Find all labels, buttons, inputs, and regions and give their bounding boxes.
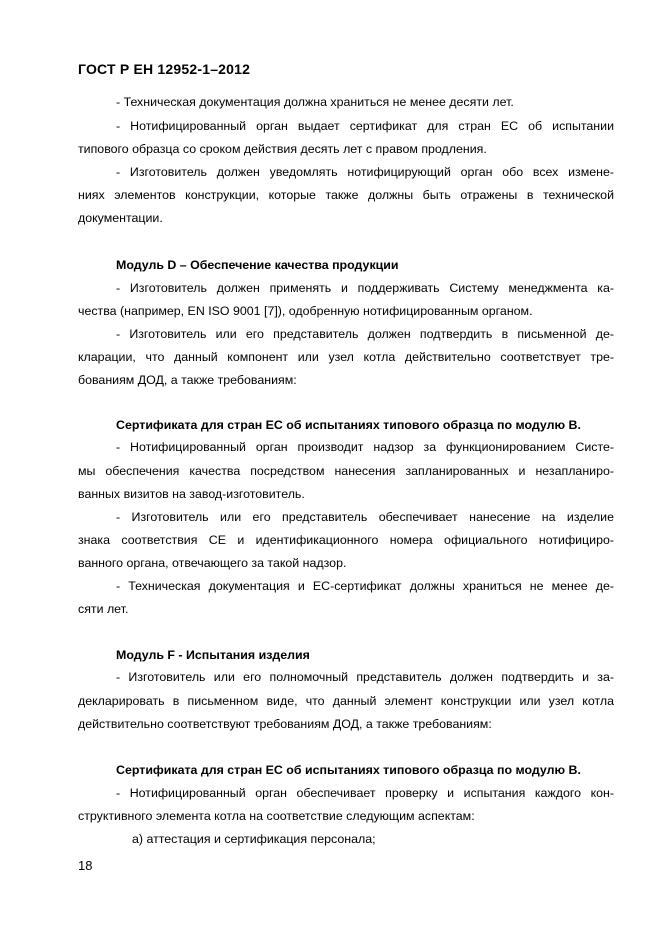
text-line: ванного органа, отвечающего за такой надзор.: [78, 556, 347, 570]
text-line: - Изготовитель или его представитель должен подтвердить в письменной де-: [116, 327, 614, 341]
text-line: - Изготовитель или его полномочный представитель должен подтвердить и за-: [116, 670, 614, 684]
text-line: действительно соответствуют требованиям ДОД, а также требованиям:: [78, 717, 492, 731]
text-line: - Изготовитель должен применять и поддерживать Систему менеджмента ка-: [116, 281, 614, 295]
text-line: мы обеспечения качества посредством нанесения запланированных и незапланиро-: [78, 464, 614, 478]
text-line: - Техническая документация и ЕС-сертификат должны храниться не менее де-: [116, 579, 614, 593]
section-heading: Сертификата для стран ЕС об испытаниях типового образца по модулю В.: [116, 763, 581, 777]
text-line: декларировать в письменном виде, что данный элемент конструкции или узел котла: [78, 694, 614, 708]
list-item: а) аттестация и сертификация персонала;: [132, 832, 376, 846]
text-line: знака соответствия СЕ и идентификационного номера официального нотифициро-: [78, 533, 614, 547]
section-heading: Модуль D – Обеспечение качества продукции: [116, 258, 399, 272]
text-line: - Нотифицированный орган обеспечивает проверку и испытания каждого кон-: [116, 786, 614, 800]
text-line: - Нотифицированный орган выдает сертификат для стран ЕС об испытании: [116, 119, 614, 133]
text-line: чества (например, EN ISO 9001 [7]), одобренную нотифицированным органом.: [78, 304, 533, 318]
text-line: документации.: [78, 211, 163, 225]
document-header: ГОСТ Р ЕН 12952-1–2012: [78, 61, 251, 77]
text-line: ниях элементов конструкции, которые также должны быть отражены в технической: [78, 188, 614, 202]
text-line: бованиям ДОД, а также требованиям:: [78, 373, 297, 387]
text-line: - Нотифицированный орган производит надзор за функционированием Систе-: [116, 440, 614, 454]
text-line: сяти лет.: [78, 602, 129, 616]
text-line: - Техническая документация должна храниться не менее десяти лет.: [116, 95, 514, 109]
text-line: структивного элемента котла на соответствие следующим аспектам:: [78, 809, 475, 823]
text-line: - Изготовитель или его представитель обеспечивает нанесение на изделие: [116, 510, 614, 524]
section-heading: Сертификата для стран ЕС об испытаниях типового образца по модулю В.: [116, 418, 581, 432]
text-line: - Изготовитель должен уведомлять нотифицирующий орган обо всех измене-: [116, 165, 614, 179]
text-line: типового образца со сроком действия десять лет с правом продления.: [78, 142, 487, 156]
section-heading: Модуль F - Испытания изделия: [116, 648, 310, 662]
text-line: кларации, что данный компонент или узел котла действительно соответствует тре-: [78, 350, 614, 364]
page-number: 18: [78, 858, 93, 873]
text-line: ванных визитов на завод-изготовитель.: [78, 487, 305, 501]
